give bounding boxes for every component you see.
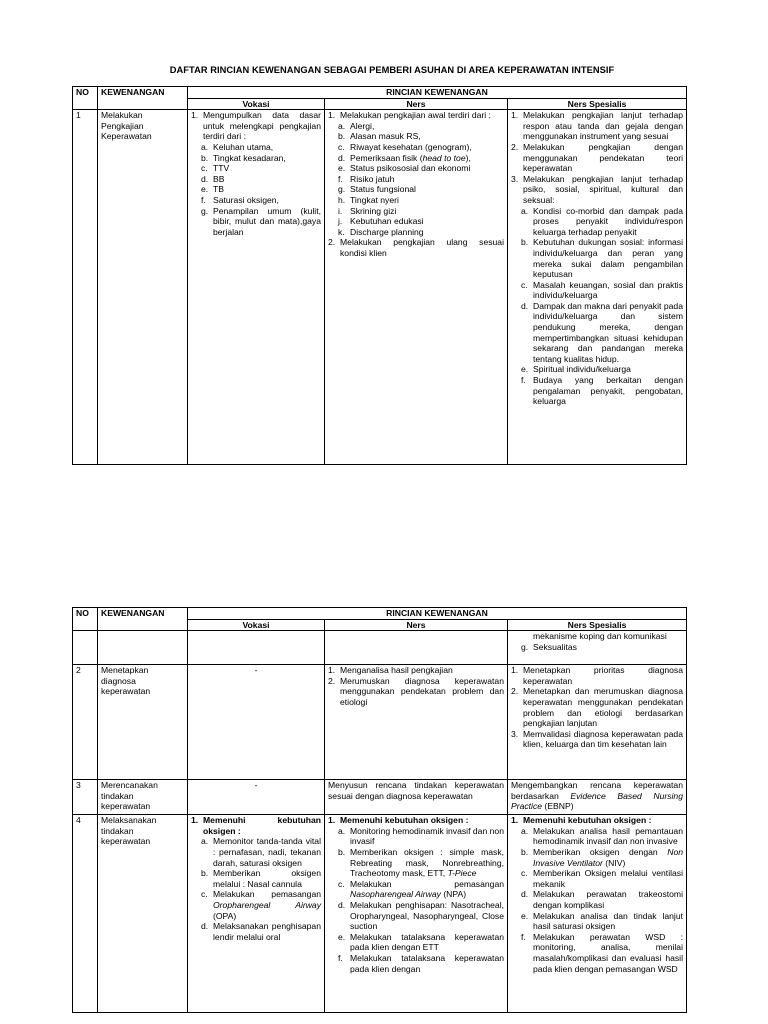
ners-spesialis-cell [508,780,687,815]
list-number: 1. [511,110,519,121]
list-item [521,364,683,375]
list-item-text: Melakukan pengkajian awal terdiri dari : [340,110,491,121]
list-item [201,921,321,942]
list-item-text: Melakukan tatalaksana keperawatan pada klien dengan ETT [350,931,504,953]
row-number: 2 [73,665,98,780]
header-ners: Ners [325,619,508,631]
list-item-text: Melakukan analisa hasil pemantauan hemodinamik invasif dan non invasive [533,825,683,847]
list-item-text: Kebutuhan dukungan sosial: informasi individu/keluarga dan peran yang mereka sukai dalam pengambilan keputusan [533,237,683,280]
document-title: DAFTAR RINCIAN KEWENANGAN SEBAGAI PEMBERI ASUHAN DI AREA KEPERAWATAN INTENSIF [169,65,615,75]
list-item-text: Mengumpulkan data dasar untuk melengkapi pengkajian terdiri dari : [203,110,321,142]
header-kewenangan: KEWENANGAN [98,87,188,110]
list-item [201,163,321,174]
list-number: e. [338,931,346,942]
list-item-text: Memberikan Oksigen melalui ventilasi mekanik [533,868,683,889]
table-row [73,815,687,1013]
list-item [328,676,504,708]
list-item [511,686,683,728]
list-item [338,195,504,206]
list-item-text: TTV [213,163,230,174]
list-item [328,110,504,121]
list-item-text: Pemeriksaan fisik (head to toe), [350,152,471,163]
list-item [521,911,683,932]
list-item-text: Status psikososial dan ekonomi [350,163,471,174]
header-ners-spesialis: Ners Spesialis [508,619,687,631]
spesialis-italic-text: Evidence Based Nursing Practice [511,790,683,812]
list-number: g. [521,641,529,652]
list-item-text: Monitoring hemodinamik invasif dan non invasif [350,825,504,847]
list-item [338,879,504,900]
list-item-text: Melakukan perawatan trakeostomi dengan komplikasi [533,889,683,910]
vokasi-sublist [191,836,321,942]
list-number: c. [201,889,208,900]
list-item-text: Melakukan pemasangan Nasopharengeal Airway (NPA) [350,878,504,900]
row-number: 4 [73,815,98,1013]
list-item [338,163,504,174]
ners-sublist [328,826,504,974]
list-number: a. [521,205,529,216]
list-item-text: Alergi, [350,120,375,131]
list-item-text: Tingkat nyeri [350,194,399,205]
list-number: a. [338,825,346,836]
list-item-text: Memberikan oksigen melalui : Nasal cannula [213,868,321,889]
list-number: c. [338,878,345,889]
spesialis-continuation-text: mekanisme koping dan komunikasi [533,631,667,642]
list-item-text: Budaya yang berkaitan dengan pengalaman penyakit, pengobatan, keluarga [533,375,683,407]
list-item [338,953,504,974]
list-item [338,227,504,238]
list-item-text: Memberikan oksigen : simple mask, Rebreating mask, Nonrebreathing, Tracheotomy mask, ETT, T-Piece [350,846,504,879]
list-number: d. [338,152,346,163]
list-number: 1. [328,815,336,826]
spesialis-sublist [511,826,683,974]
list-number: b. [521,237,529,248]
list-item-text: Melakukan analisa dan tindak lanjut hasil saturasi oksigen [533,910,683,932]
list-number: 1. [328,110,336,121]
vokasi-cell: - [188,665,325,780]
list-item-text: Melakukan pemasangan Oropharengeal Airway (OPA) [213,889,321,921]
list-number: b. [201,152,209,163]
list-number: g. [201,205,209,216]
header-vokasi: Vokasi [188,98,325,110]
list-number: b. [338,846,346,857]
list-number: k. [338,226,345,237]
list-number: c. [338,141,345,152]
sub-list [511,206,683,407]
list-item [338,121,504,132]
list-item-text: Melakukan pengkajian dengan menggunakan pendekatan teori keperawatan [523,141,683,174]
list-item-text: Melakukan pengkajian lanjut terhadap psiko, sosial, spiritual, kultural dan seksual: [523,173,683,205]
section-heading: Memenuhi kebutuhan oksigen : [203,815,321,836]
list-number: 1. [511,815,519,826]
list-item [511,174,683,206]
list-item [511,142,683,174]
list-number: b. [201,868,209,879]
list-item [201,174,321,185]
list-number: h. [338,194,346,205]
row-number [73,631,98,665]
kewenangan-cell: Melaksanakan tindakan keperawatan [98,815,188,1013]
header-kewenangan: KEWENANGAN [98,608,188,631]
list-number: j. [338,216,343,227]
list-item-text: BB [213,173,225,184]
ners-spesialis-cell [508,110,687,465]
list-number: a. [201,141,209,152]
list-item [511,729,683,750]
table-row [73,665,687,780]
list-number: f. [201,194,206,205]
list-number: c. [201,163,208,174]
table-row [73,780,687,815]
sub-list [191,142,321,237]
list-number: 3. [511,728,519,739]
list-item-text: Skrining gizi [350,205,397,216]
list-item [328,237,504,258]
list-item [521,889,683,910]
list-item-text: Masalah keuangan, sosial dan praktis individu/keluarga [533,279,683,301]
header-ners: Ners [325,98,508,110]
list-number: 2. [511,141,519,152]
list-item-text: Menetapkan dan merumuskan diagnosa keperawatan menggunakan pendekatan problem dan etiologi berdasarkan pengkajian lanjutan [523,686,683,729]
header-vokasi: Vokasi [188,619,325,631]
header-rincian: RINCIAN KEWENANGAN [188,608,687,620]
list-item-text: Kondisi co-morbid dan dampak pada proses penyakit individu/respon keluarga terhadap penyakit [533,205,683,237]
list-item [521,280,683,301]
list-item-text: Melakukan penghisapan: Nasotracheal, Oropharyngeal, Nasopharyngeal, Close suction [350,899,504,932]
competency-table-2 [72,607,687,1013]
list-item [201,195,321,206]
list-item [338,932,504,953]
ners-cell [325,665,508,780]
row-number: 3 [73,780,98,815]
list-item [338,216,504,227]
list-item-text: Menganalisa hasil pengkajian [340,665,453,676]
list-number: 1. [191,815,199,826]
list-item-text: Melakukan perawatan WSD : monitoring, analisa, menilai masalah/komplikasi dan evaluasi hasil pada klien dengan pemasangan WSD [533,931,683,974]
list-number: e. [521,910,529,921]
list-item [338,142,504,153]
kewenangan-cell [98,631,188,665]
list-item [338,153,504,164]
vokasi-cell [188,110,325,465]
list-number: 1. [511,665,519,676]
list-item-text: Spiritual individu/keluarga [533,364,631,375]
list-item-text: Penampilan umum (kulit, bibir, mulut dan mata),gaya berjalan [213,205,321,237]
list-item-text: Melakukan pengkajian lanjut terhadap respon atau tanda dan gejala dengan menggunakan instrument yang sesuai [523,110,683,142]
list-number: c. [521,868,528,879]
list-number: d. [201,173,209,184]
list-item [511,665,683,686]
kewenangan-cell: Melakukan Pengkajian Keperawatan [98,110,188,465]
list-item [201,868,321,889]
list-number: g. [338,184,346,195]
list-item [521,847,683,868]
ners-cell [325,110,508,465]
spesialis-text: Mengembangkan rencana keperawatan berdasarkan [511,780,683,801]
list-item-text: Melakukan pengkajian ulang sesuai kondisi klien [340,237,504,258]
list-number: 3. [511,173,519,184]
list-item [201,206,321,238]
vokasi-cell [188,815,325,1013]
list-item [338,826,504,847]
list-item [201,153,321,164]
vokasi-cell: - [188,780,325,815]
spesialis-item-text: Seksualitas [533,641,577,652]
list-item [338,174,504,185]
ners-cell [325,815,508,1013]
list-number: a. [521,825,529,836]
list-item-text: Menetapkan prioritas diagnosa keperawatan [523,665,683,686]
list-item [201,889,321,921]
list-item [338,184,504,195]
kewenangan-cell: Menetapkan diagnosa keperawatan [98,665,188,780]
list-item [521,826,683,847]
ners-spesialis-cell [508,665,687,780]
list-item-text: Risiko jatuh [350,173,395,184]
list-item [521,206,683,238]
section-heading: Memenuhi kebutuhan oksigen : [340,815,469,826]
list-number: c. [521,279,528,290]
list-item [191,110,321,142]
list-item [338,131,504,142]
ners-spesialis-cell [508,631,687,665]
list-item-text: Dampak dan makna dari penyakit pada individu/keluarga dan sistem pendukung mereka, dengan mempertimbangkan situasi kehidupan sekarang dan pandangan mereka tentang kualitas hidup. [533,300,683,364]
competency-table-1 [72,86,687,465]
vokasi-cell [188,631,325,665]
list-item-text: TB [213,184,224,195]
list-item-text: Melakukan tatalaksana keperawatan pada klien dengan [350,952,504,974]
list-item-text: Memberikan oksigen dengan Non Invasive Ventilator (NIV) [533,846,683,868]
list-item [521,237,683,279]
list-item-text: Alasan masuk RS, [350,131,421,142]
header-ners-spesialis: Ners Spesialis [508,98,687,110]
list-item [328,665,504,676]
header-rincian: RINCIAN KEWENANGAN [188,87,687,99]
list-number: d. [201,921,209,932]
list-number: 1. [191,110,199,121]
table-row [73,631,687,665]
list-item-text: Memonitor tanda-tanda vital : pernafasan, nadi, tekanan darah, saturasi oksigen [213,836,321,868]
header-no: NO [73,608,98,631]
list-number: f. [338,173,343,184]
sub-list [328,121,504,238]
list-item-text: Melaksanakan penghisapan lendir melalui oral [213,921,321,942]
list-item-text: Status fungsional [350,184,416,195]
list-item [338,900,504,932]
spesialis-text-end: (EBNP) [542,801,574,812]
header-no: NO [73,87,98,110]
kewenangan-cell: Merencanakan tindakan keperawatan [98,780,188,815]
list-number: f. [521,375,526,386]
list-item-text: Merumuskan diagnosa keperawatan menggunakan pendekatan problem dan etiologi [340,675,504,707]
list-item [521,868,683,889]
list-number: e. [521,364,529,375]
table-row [73,110,687,465]
list-number: b. [521,846,529,857]
list-item [338,847,504,879]
list-number: e. [338,163,346,174]
list-number: f. [338,952,343,963]
ners-spesialis-cell [508,815,687,1013]
section-heading: Memenuhi kebutuhan oksigen : [523,815,652,826]
list-number: i. [338,205,343,216]
ners-cell [325,631,508,665]
list-item [338,206,504,217]
list-number: a. [201,836,209,847]
list-number: b. [338,131,346,142]
list-item [521,301,683,365]
list-item-text: Kebutuhan edukasi [350,216,424,227]
list-item-text: Riwayat kesehatan (genogram), [350,141,472,152]
list-number: 2. [511,686,519,697]
list-item [511,110,683,142]
list-number: f. [521,931,526,942]
list-item [201,184,321,195]
list-number: d. [521,889,529,900]
list-number: 2. [328,675,336,686]
list-number: d. [338,899,346,910]
list-item-text: Discharge planning [350,226,424,237]
row-number: 1 [73,110,98,465]
list-item [521,375,683,407]
list-item [201,836,321,868]
list-item-text: Tingkat kesadaran, [213,152,286,163]
ners-cell: Menyusun rencana tindakan keperawatan sesuai dengan diagnosa keperawatan [325,780,508,815]
list-item [521,932,683,974]
list-item [201,142,321,153]
list-item-text: Memvalidasi diagnosa keperawatan pada klien, keluarga dan tim kesehatan lain [523,728,683,750]
list-number: e. [201,184,209,195]
list-number: a. [338,120,346,131]
list-item-text: Keluhan utama, [213,141,274,152]
list-number: d. [521,300,529,311]
list-item-text: Saturasi oksigen, [213,194,279,205]
list-number: 1. [328,665,336,676]
list-number: 2. [328,237,336,248]
